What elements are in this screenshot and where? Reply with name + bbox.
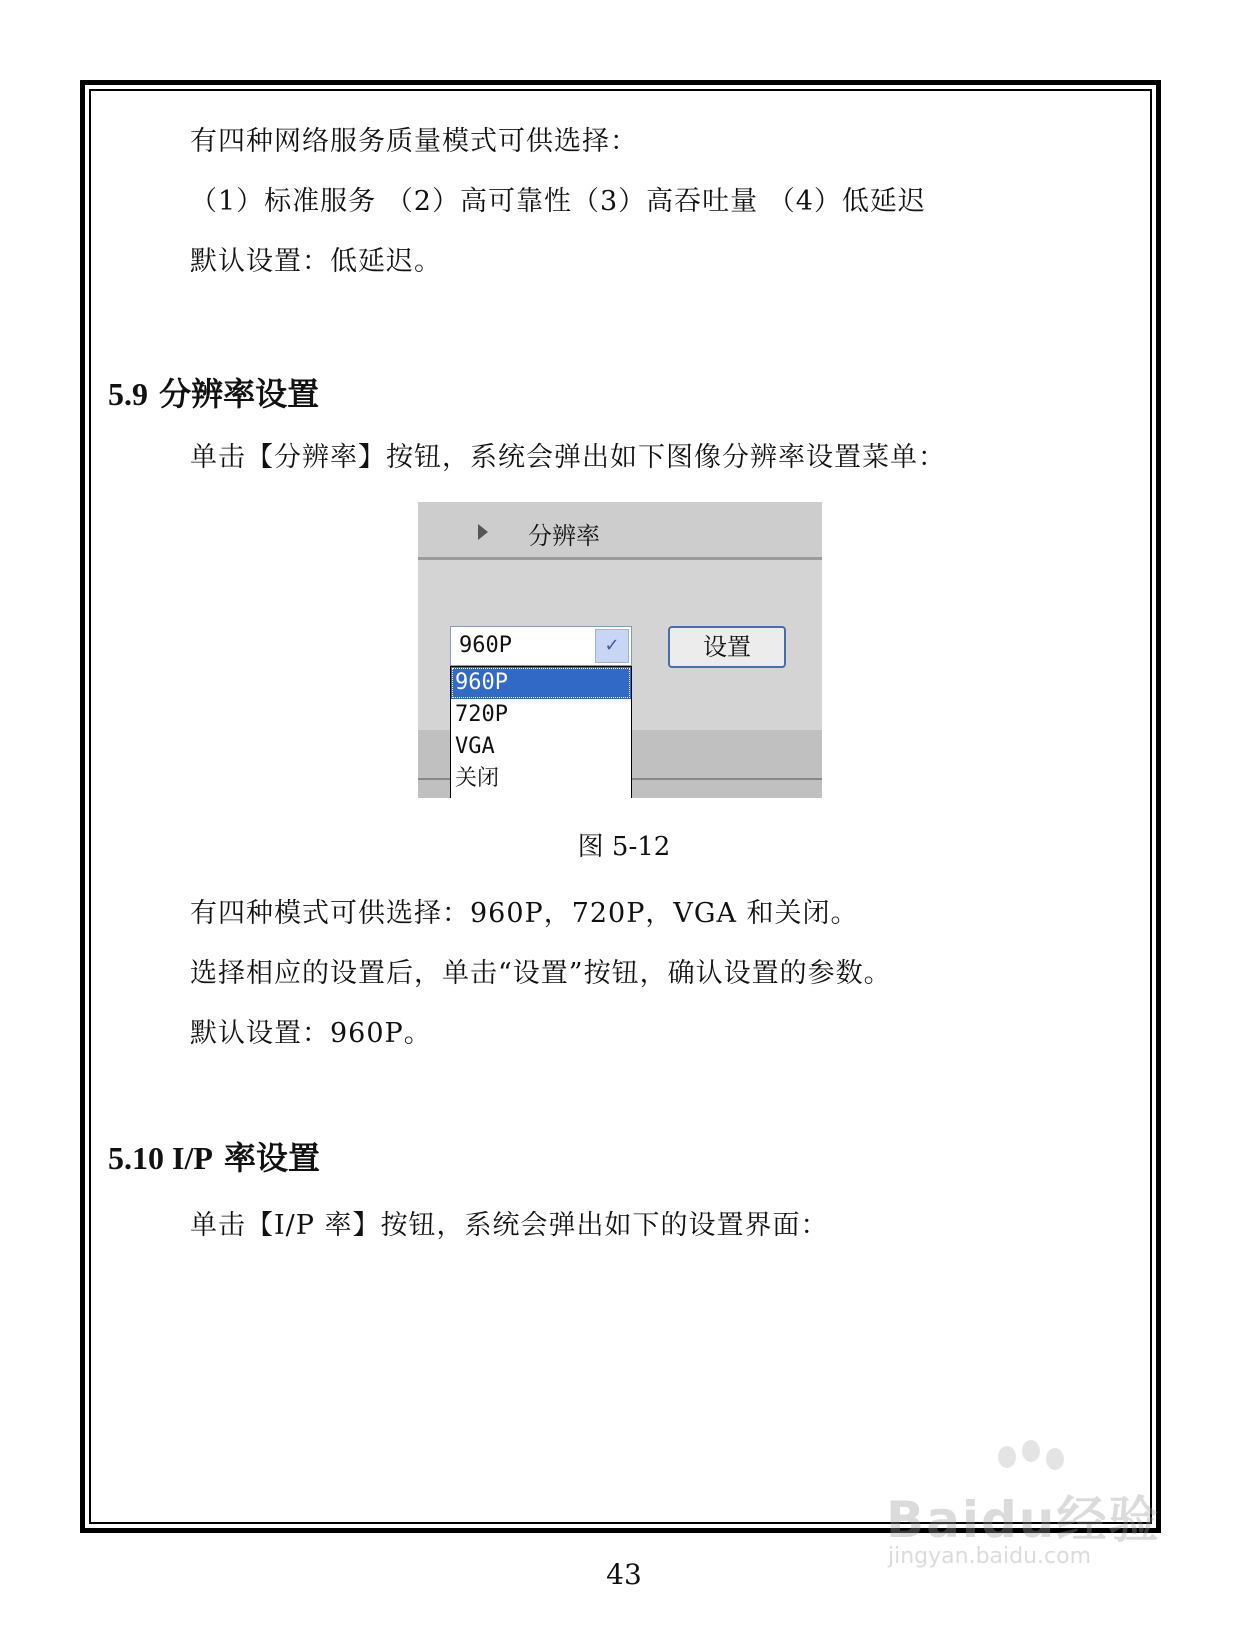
resolution-settings-screenshot — [418, 502, 822, 798]
paragraph: 默认设置：低延迟。 — [190, 246, 442, 277]
paw-icon — [1046, 1448, 1064, 1470]
paw-icon — [998, 1446, 1016, 1468]
page-number: 43 — [606, 1558, 642, 1591]
option-off[interactable]: 关闭 — [455, 766, 500, 791]
section-heading-5-10 — [108, 1138, 320, 1178]
section-number: 5.9 — [108, 376, 148, 412]
page-border-inner — [89, 89, 1152, 1524]
paragraph: 默认设置：960P。 — [190, 1018, 432, 1049]
paragraph: 有四种网络服务质量模式可供选择： — [190, 126, 638, 157]
figure-caption: 图 5-12 — [577, 832, 671, 862]
option-vga[interactable]: VGA — [455, 734, 495, 759]
resolution-select[interactable] — [450, 626, 632, 666]
watermark-logo: Baidu经验 — [886, 1491, 1161, 1549]
select-value: 960P — [459, 633, 512, 658]
paragraph: （1）标准服务 （2）高可靠性（3）高吞吐量 （4）低延迟 — [190, 186, 926, 217]
panel-title: 分辨率 — [528, 522, 600, 550]
section-title: 分辨率设置 — [159, 375, 320, 413]
watermark-url: jingyan.baidu.com — [888, 1544, 1092, 1569]
resolution-dropdown-list — [450, 666, 632, 798]
option-960p[interactable]: 960P — [451, 667, 631, 699]
play-arrow-icon — [478, 524, 488, 540]
option-720p[interactable]: 720P — [455, 702, 508, 727]
paragraph: 单击【分辨率】按钮，系统会弹出如下图像分辨率设置菜单： — [190, 442, 946, 473]
panel-header — [418, 502, 822, 560]
section-heading-5-9 — [108, 374, 319, 414]
section-number: 5.10 I/P — [108, 1140, 213, 1176]
chevron-down-icon[interactable]: ✓ — [595, 629, 629, 663]
paragraph: 单击【I/P 率】按钮，系统会弹出如下的设置界面： — [190, 1210, 829, 1241]
section-title: 率设置 — [224, 1139, 321, 1177]
set-button[interactable]: 设置 — [668, 626, 786, 668]
paragraph: 有四种模式可供选择：960P，720P，VGA 和关闭。 — [190, 898, 859, 929]
baidu-watermark — [880, 1440, 1180, 1580]
paragraph: 选择相应的设置后，单击“设置”按钮，确认设置的参数。 — [190, 958, 892, 989]
paw-icon — [1022, 1440, 1040, 1462]
